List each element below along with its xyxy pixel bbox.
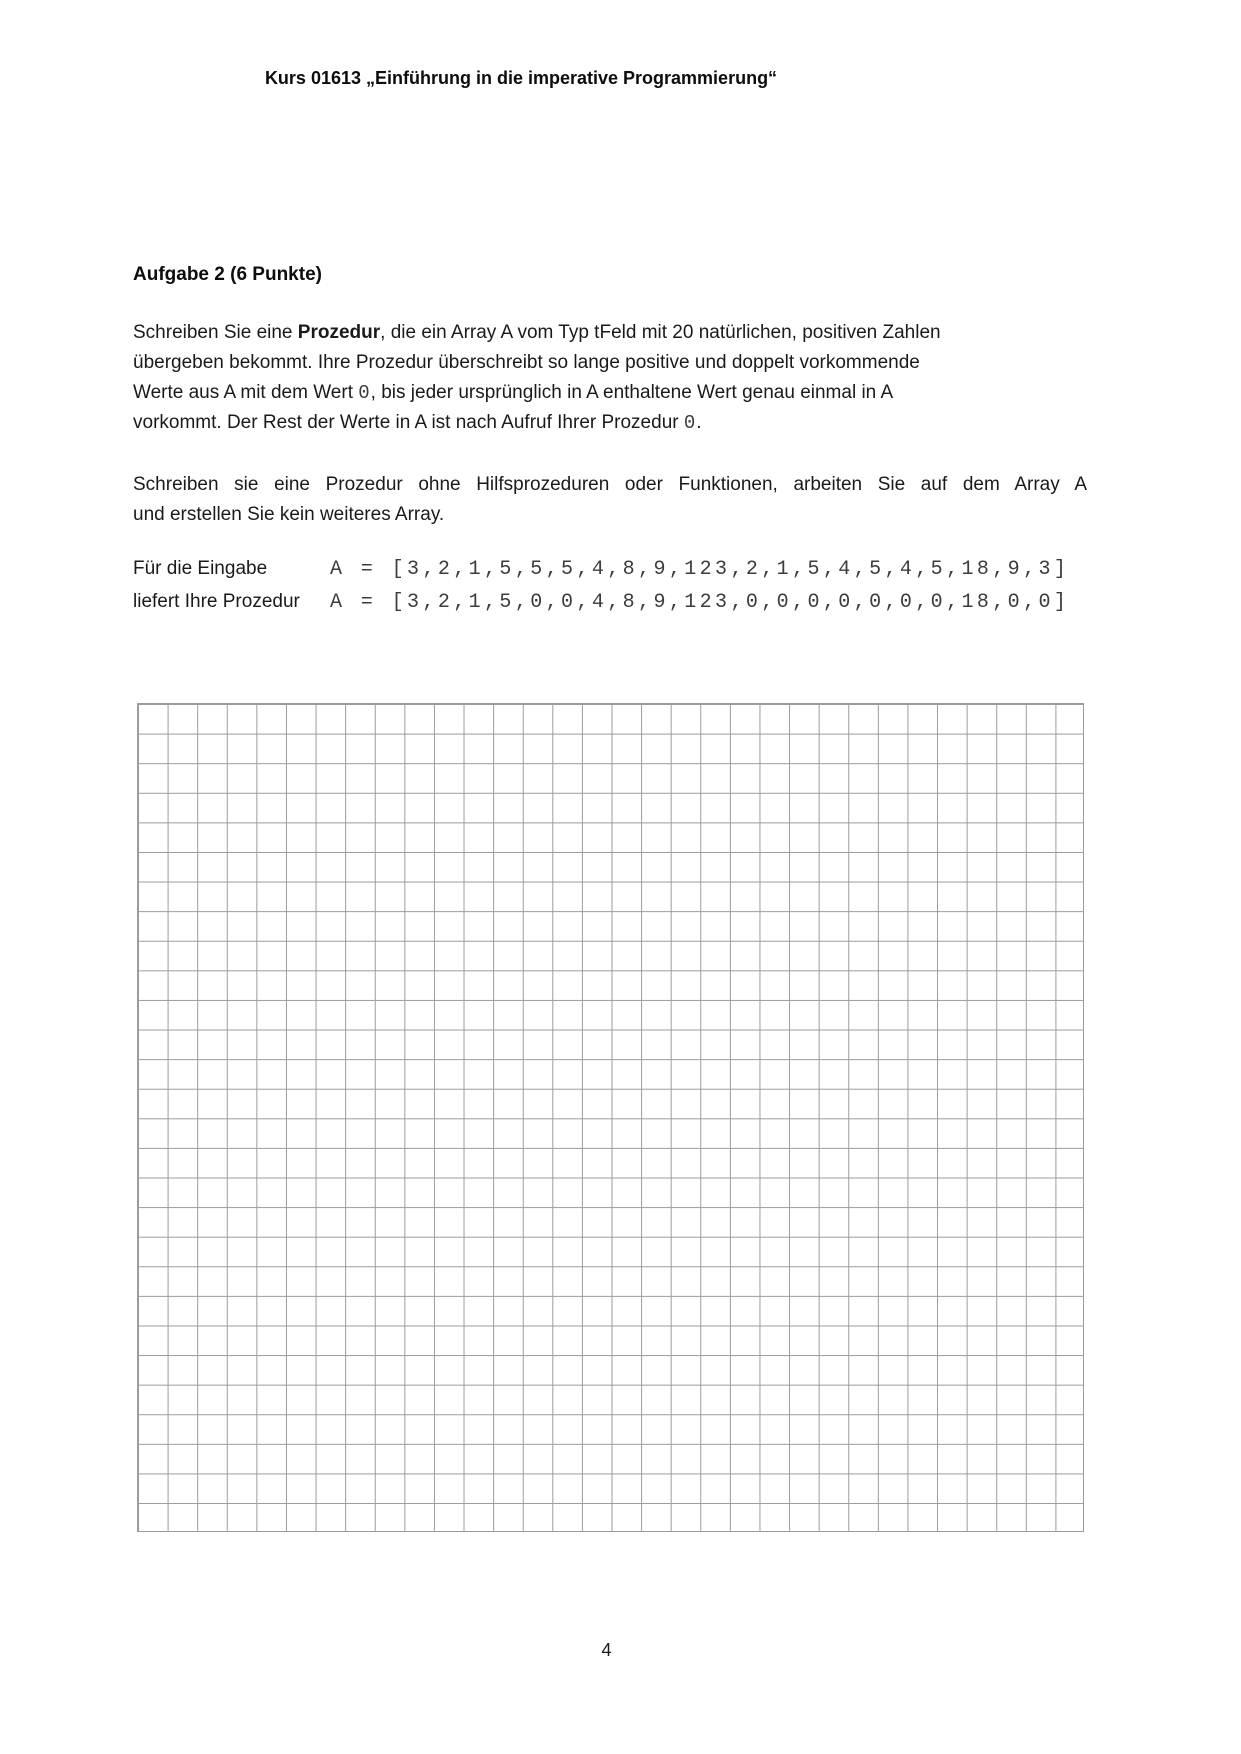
task-heading: Aufgabe 2 (6 Punkte) xyxy=(133,264,322,285)
text-segment: . xyxy=(696,412,702,433)
paragraph1-line3 xyxy=(133,378,1087,408)
task-description-paragraph xyxy=(133,318,1087,438)
example-io-block xyxy=(133,558,1133,624)
text-segment: , die ein Array A vom Typ tFeld mit 20 natürlichen, positiven Zahlen xyxy=(380,322,941,343)
inline-code-zero: 0 xyxy=(358,382,371,404)
paragraph2-line1: Schreiben sie eine Prozedur ohne Hilfsprozeduren oder Funktionen, arbeiten Sie auf dem Array A xyxy=(133,474,1087,495)
task-constraints-paragraph xyxy=(133,470,1087,530)
example-input-row xyxy=(133,558,1133,591)
example-output-label: liefert Ihre Prozedur xyxy=(133,591,300,612)
text-segment: Werte aus A mit dem Wert xyxy=(133,382,359,403)
paragraph2-line2: und erstellen Sie kein weiteres Array. xyxy=(133,504,445,525)
text-segment: Schreiben Sie eine xyxy=(133,322,298,343)
answer-writing-grid xyxy=(137,703,1084,1532)
example-output-array: A = [3,2,1,5,0,0,4,8,9,123,0,0,0,0,0,0,0,18,0,0] xyxy=(330,591,1070,614)
text-segment: vorkommt. Der Rest der Werte in A ist nach Aufruf Ihrer Prozedur xyxy=(133,412,684,433)
example-input-label: Für die Eingabe xyxy=(133,558,268,579)
example-input-array: A = [3,2,1,5,5,5,4,8,9,123,2,1,5,4,5,4,5,18,9,3] xyxy=(330,558,1070,581)
paragraph1-line2: übergeben bekommt. Ihre Prozedur überschreibt so lange positive und doppelt vorkommende xyxy=(133,352,920,373)
course-header-title: Kurs 01613 „Einführung in die imperative Programmierung“ xyxy=(264,68,778,88)
bold-text-prozedur: Prozedur xyxy=(297,322,381,343)
paragraph1-line1 xyxy=(133,318,1087,348)
text-segment: , bis jeder ursprünglich in A enthaltene Wert genau einmal in A xyxy=(370,382,894,403)
inline-code-zero: 0 xyxy=(683,412,697,434)
example-output-row xyxy=(133,591,1133,624)
page-number: 4 xyxy=(601,1640,612,1660)
paragraph1-line4 xyxy=(133,408,1087,438)
